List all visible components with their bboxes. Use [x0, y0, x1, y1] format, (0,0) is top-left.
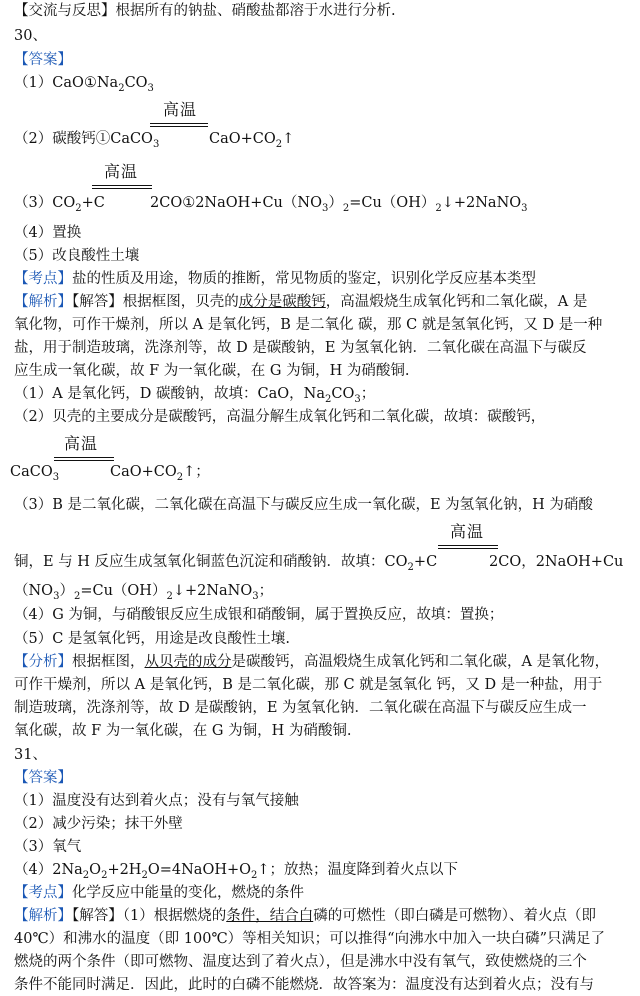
- question-30-number: 30、: [14, 28, 47, 44]
- summary-30-line-2: 可作干燥剂，所以 A 是氧化钙，B 是二氧化碳，那 C 就是氢氧化 钙，又 D 是一种盐，用于: [14, 677, 603, 693]
- heat-condition-label: 高温: [450, 522, 485, 541]
- analysis-31-line-2: 40℃）和沸水的温度（即 100℃）等相关知识；可以推得“向沸水中加入一块白磷”只满足了: [14, 931, 605, 947]
- answer-31-3: （3）氧气: [14, 839, 82, 855]
- analysis-31-line-1: 【解析】【解答】（1）根据燃烧的条件，结合白磷的可燃性（即白磷是可燃物）、着火点（即: [14, 908, 596, 924]
- analysis-31-line-3: 燃烧的两个条件（即可燃物、温度达到了着火点），但是沸水中没有氧气，致使燃烧的三个: [14, 954, 587, 970]
- answer-30-4: （4）置换: [14, 225, 82, 241]
- reaction-arrow-bar: [438, 545, 498, 549]
- answer-tag-30: 【答案】: [14, 52, 72, 68]
- answer-30-2: （2）碳酸钙①CaCO$_3$ $CaO+CO_2↑$: [14, 131, 295, 150]
- summary-30-line-1: 【分析】根据框图，从贝壳的成分是碳酸钙，高温煅烧生成氧化钙和二氧化碳，A 是氧化物，: [14, 654, 610, 670]
- answer-30-1: $(1)CaO①Na_2CO_3$: [14, 75, 154, 94]
- reaction-arrow-bar: [150, 123, 208, 127]
- solution-30-5: （5）C 是氢氧化钙，用途是改良酸性土壤.: [14, 631, 291, 647]
- solution-30-3-line-2: 铜，E 与 H 反应生成氢氧化铜蓝色沉淀和硝酸钠．故填：$CO_2+C$ 2CO，2NaOH+Cu: [14, 554, 624, 573]
- analysis-31-line-4: 条件不能同时满足．因此，此时的白磷不能燃烧．故答案为：温度没有达到着火点；没有与: [14, 977, 594, 993]
- analysis-30-line-4: 应生成一氧化碳，故 F 为一氧化碳，在 G 为铜，H 为硝酸铜.: [14, 363, 410, 379]
- question-31-number: 31、: [14, 747, 47, 763]
- solution-30-4: （4）G 为铜，与硝酸银反应生成银和硝酸铜，属于置换反应，故填：置换；: [14, 607, 504, 623]
- reaction-arrow-bar: [92, 185, 152, 189]
- summary-30-line-4: 氧化碳，故 F 为一氧化碳，在 G 为铜，H 为硝酸铜.: [14, 723, 352, 739]
- solution-30-2-equation: CaCO$_3$ $CaO+CO_2↑$；: [10, 464, 210, 483]
- solution-30-2: （2）贝壳的主要成分是碳酸钙，高温分解生成氧化钙和二氧化碳，故填：碳酸钙，: [14, 409, 546, 425]
- analysis-30-line-2: 氧化物，可作干燥剂，所以 A 是氧化钙，B 是二氧化 碳，那 C 就是氢氧化钙，又 D 是一种: [14, 317, 603, 333]
- answer-30-5: （5）改良酸性土壤: [14, 248, 140, 264]
- analysis-30-line-1: 【解析】【解答】根据框图，贝壳的成分是碳酸钙，高温煅烧生成氧化钙和二氧化碳，A 是: [14, 294, 588, 310]
- key-point-31: 【考点】化学反应中能量的变化，燃烧的条件: [14, 885, 304, 901]
- heat-condition-label: 高温: [104, 162, 139, 181]
- solution-30-1: （1）A 是氧化钙，D 碳酸钠，故填：CaO，$Na_2CO_3$；: [14, 386, 376, 405]
- reflection-line: 【交流与反思】根据所有的钠盐、硝酸盐都溶于水进行分析.: [14, 3, 396, 19]
- solution-30-3-line-3: $(NO_3)_2=Cu(OH)_2↓+2NaNO_3$；: [14, 583, 274, 602]
- answer-31-4: $(4)2Na_2O_2+2H_2O=4NaOH+O_2↑$；放热；温度降到着火点以下: [14, 862, 459, 881]
- reflection-tag: 【交流与反思】: [14, 3, 116, 19]
- analysis-30-line-3: 盐，用于制造玻璃，洗涤剂等，故 D 是碳酸钠，E 为氢氧化钠．二氧化碳在高温下与碳反: [14, 340, 587, 356]
- key-point-30: 【考点】盐的性质及用途，物质的推断，常见物质的鉴定，识别化学反应基本类型: [14, 271, 536, 287]
- heat-condition-label: 高温: [163, 100, 198, 119]
- solution-30-3-line-1: （3）B 是二氧化碳，二氧化碳在高温下与碳反应生成一氧化碳，E 为氢氧化钠，H 为硝酸: [14, 497, 593, 513]
- summary-30-line-3: 制造玻璃，洗涤剂等，故 D 是碳酸钠，E 为氢氧化钠．二氧化碳在高温下与碳反应生成一: [14, 700, 587, 716]
- answer-30-3: $(3)CO_2+C$ $2CO①2NaOH+Cu(NO_3)_2=Cu(OH)_2↓+2NaNO_3$: [14, 195, 528, 214]
- heat-condition-label: 高温: [64, 434, 99, 453]
- answer-31-2: （2）减少污染；抹干外壁: [14, 816, 183, 832]
- answer-tag-31: 【答案】: [14, 770, 72, 786]
- answer-31-1: （1）温度没有达到着火点；没有与氧气接触: [14, 793, 299, 809]
